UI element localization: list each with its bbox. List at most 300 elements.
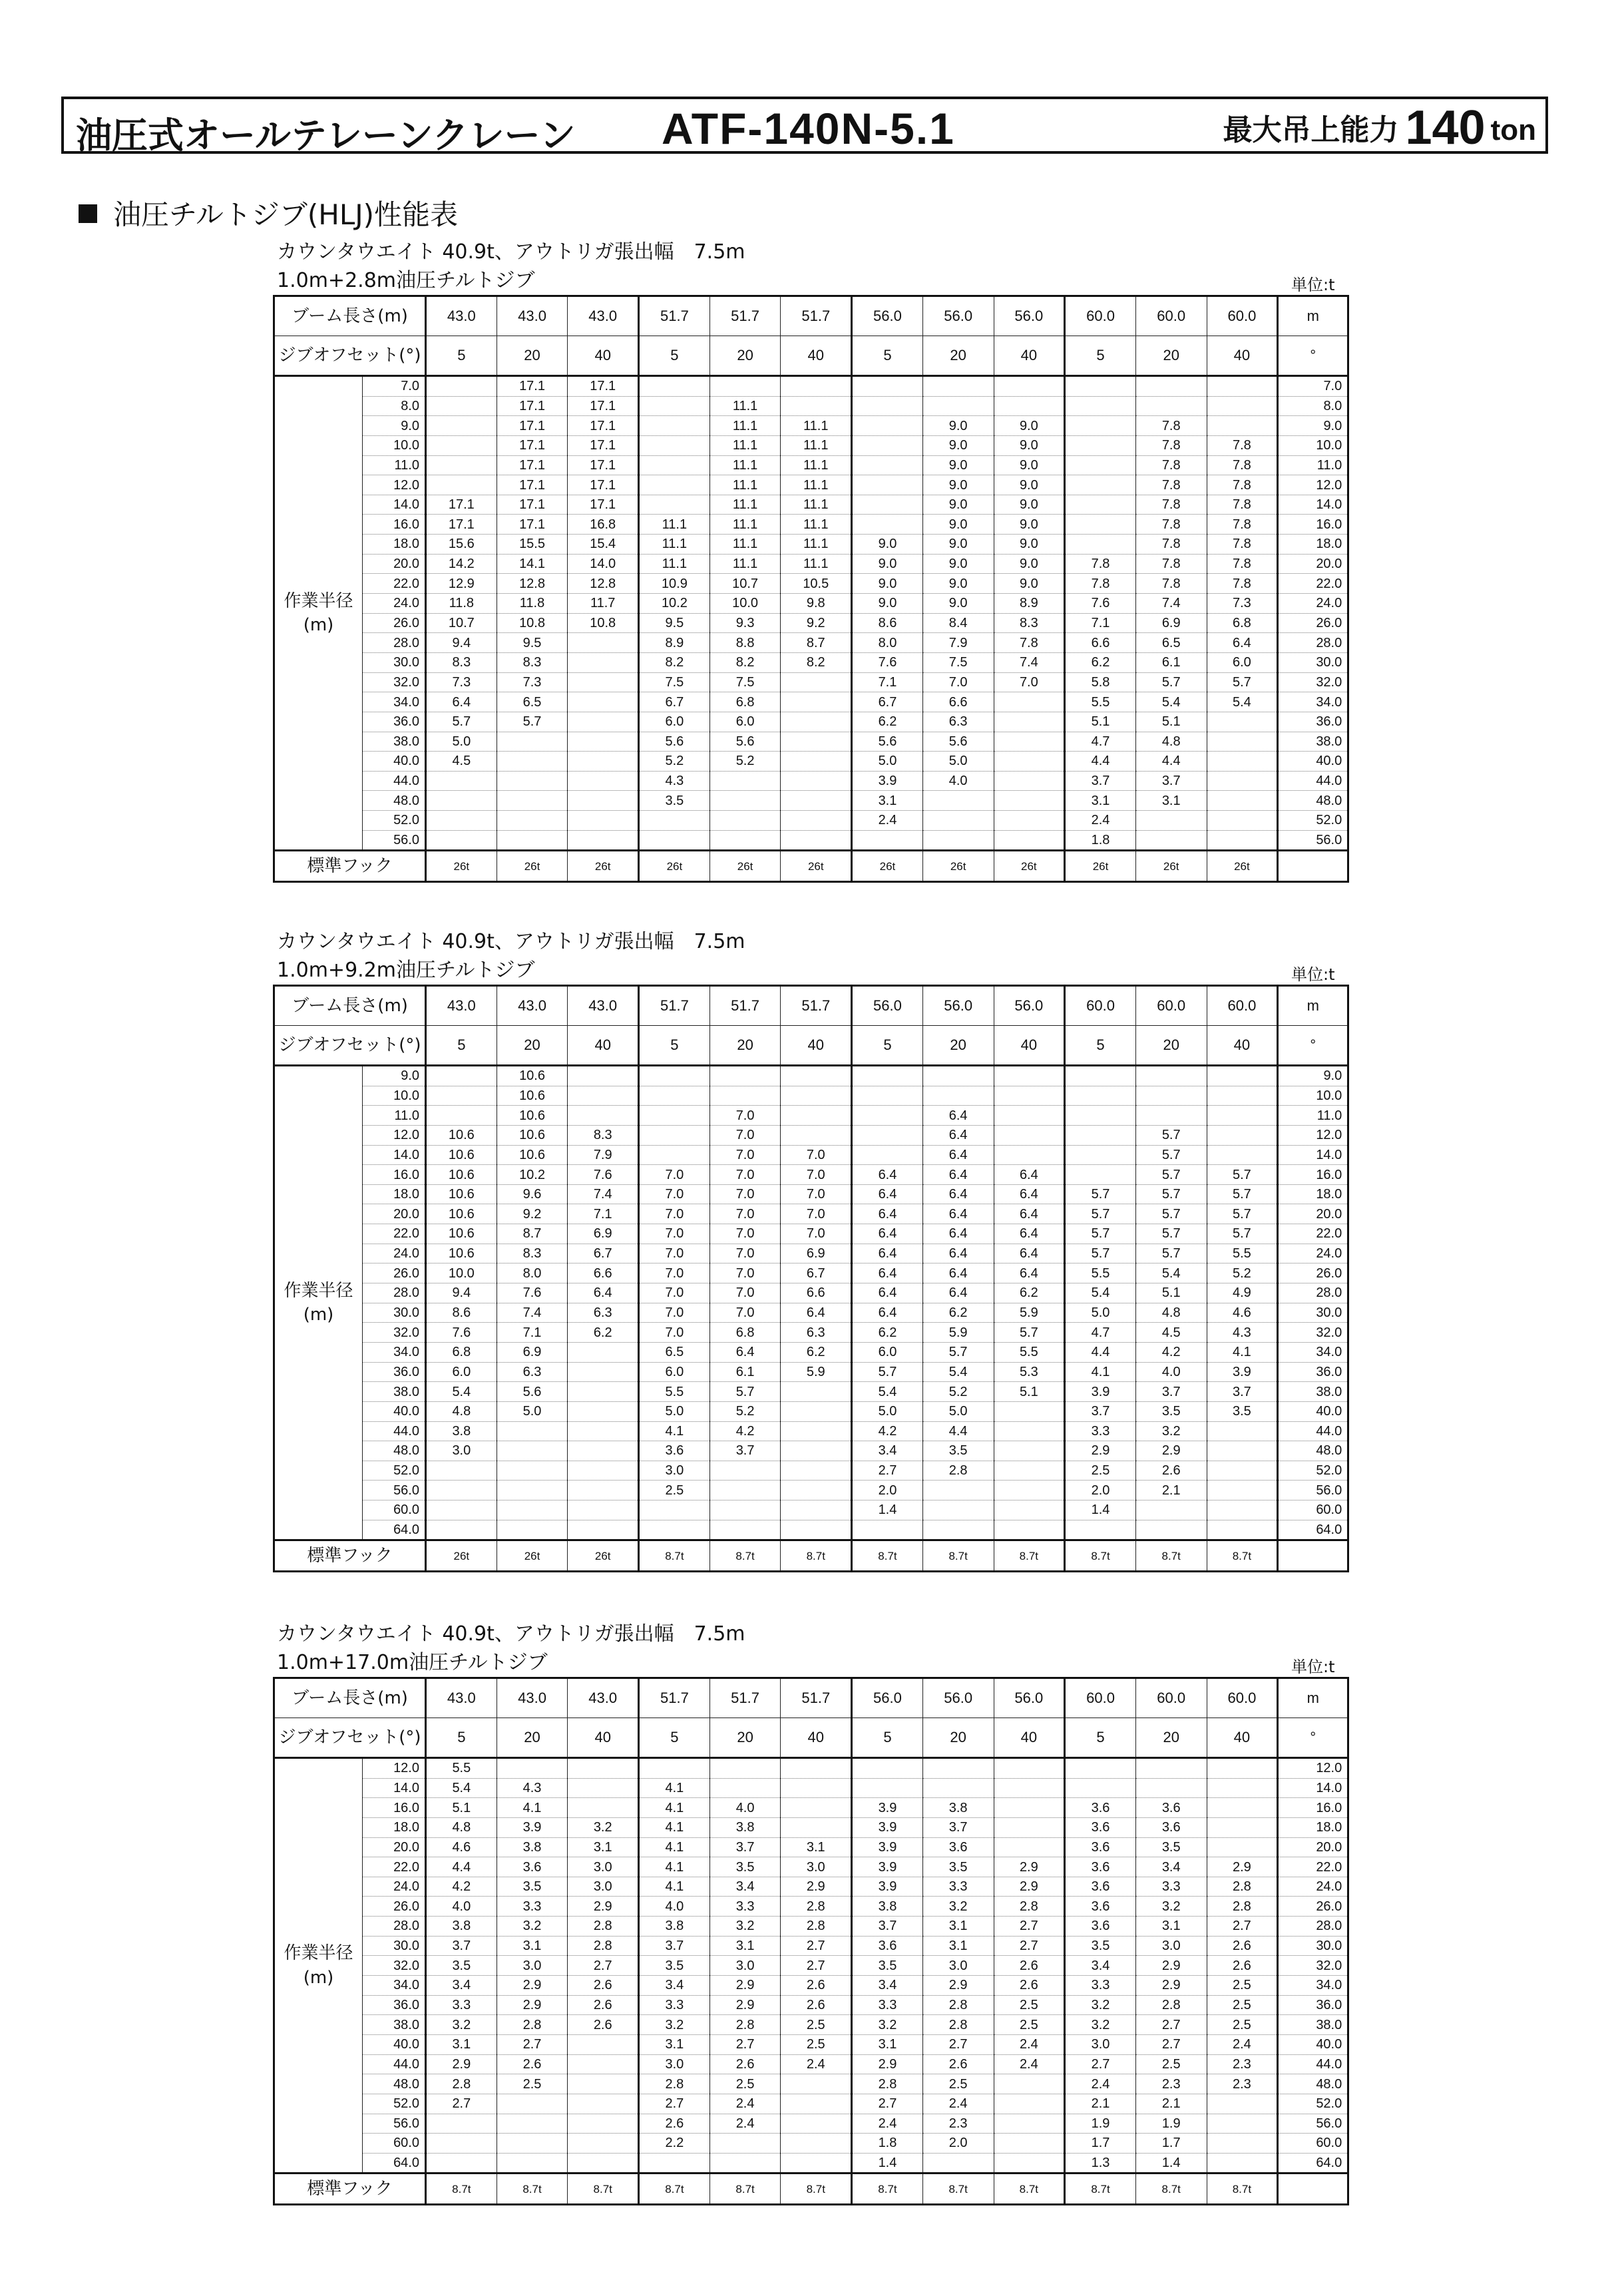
capacity-cell [1207,830,1278,851]
capacity-cell [568,2134,639,2154]
capacity-cell: 4.0 [639,1897,710,1917]
capacity-cell: 2.4 [709,2114,781,2134]
capacity-cell: 3.0 [922,1956,994,1976]
table-row [274,1481,1348,1500]
jib-offset-value: 20 [709,1718,781,1758]
hook-value: 8.7t [922,2174,994,2205]
capacity-cell: 3.8 [426,1917,497,1937]
unit-label: 単位:t [1291,965,1335,984]
capacity-cell: 7.0 [709,1263,781,1283]
capacity-cell: 10.7 [709,574,781,594]
capacity-cell: 8.4 [922,613,994,633]
capacity-cell [497,1520,568,1540]
radius-value-right: 28.0 [1278,1917,1348,1937]
capacity-cell [426,2153,497,2174]
capacity-cell [1207,1441,1278,1461]
capacity-cell: 10.9 [639,574,710,594]
capacity-cell: 3.3 [639,1995,710,2015]
capacity-cell [426,811,497,831]
capacity-cell: 2.7 [709,2034,781,2054]
hook-value: 26t [426,1540,497,1572]
capacity-cell: 8.3 [994,613,1065,633]
table-row [274,1165,1348,1185]
capacity-cell: 5.7 [1207,1165,1278,1185]
capacity-cell [922,811,994,831]
capacity-cell [781,1520,852,1540]
capacity-cell: 4.2 [426,1877,497,1897]
capacity-cell: 6.4 [852,1224,923,1244]
hook-row [274,2174,1348,2205]
capacity-cell: 9.2 [781,613,852,633]
capacity-cell: 5.7 [1135,1165,1207,1185]
capacity-cell: 3.7 [709,1441,781,1461]
capacity-cell: 7.5 [639,672,710,692]
capacity-cell: 5.9 [994,1303,1065,1323]
capacity-cell: 2.5 [1207,1976,1278,1996]
capacity-cell: 5.2 [709,1401,781,1421]
capacity-cell [852,830,923,851]
capacity-cell [781,1086,852,1106]
hook-value: 26t [639,851,710,882]
capacity-cell: 5.6 [497,1382,568,1402]
capacity-cell [1065,1520,1136,1540]
capacity-cell: 6.4 [994,1244,1065,1263]
capacity-cell: 2.7 [852,2094,923,2114]
radius-value-right: 36.0 [1278,1995,1348,2015]
capacity-cell: 5.5 [426,1758,497,1779]
capacity-cell [852,455,923,475]
capacity-cell: 3.0 [639,1461,710,1481]
capacity-cell [781,830,852,851]
hook-value: 26t [1207,851,1278,882]
radius-value: 24.0 [363,594,426,614]
table-row [274,712,1348,732]
capacity-cell [781,1401,852,1421]
boom-length-value: 60.0 [1207,986,1278,1026]
radius-value: 38.0 [363,1382,426,1402]
capacity-cell: 12.8 [497,574,568,594]
boom-length-value: 43.0 [426,1678,497,1718]
capacity-cell: 6.0 [709,712,781,732]
capacity-cell [568,1758,639,1779]
capacity-cell [709,1500,781,1520]
capacity-cell [852,1145,923,1165]
hook-value: 8.7t [1065,2174,1136,2205]
capacity-cell: 6.7 [852,692,923,712]
capacity-cell [994,2134,1065,2154]
hook-value: 8.7t [639,1540,710,1572]
table-row [274,435,1348,455]
capacity-cell: 17.1 [568,435,639,455]
capacity-cell: 2.5 [1207,1995,1278,2015]
capacity-cell: 2.8 [497,2015,568,2035]
capacity-cell: 8.0 [852,633,923,653]
capacity-cell [922,1500,994,1520]
radius-value-right: 16.0 [1278,1798,1348,1818]
capacity-cell: 11.1 [709,554,781,574]
capacity-cell [568,2094,639,2114]
capacity-cell [994,396,1065,416]
jib-offset-value: 5 [852,1718,923,1758]
jib-offset-value: 20 [497,336,568,376]
capacity-cell: 5.1 [1135,1283,1207,1303]
capacity-cell: 2.7 [994,1917,1065,1937]
capacity-cell: 3.6 [1065,1798,1136,1818]
boom-length-value: 51.7 [639,1678,710,1718]
capacity-label: 最大吊上能力 [1223,113,1399,147]
capacity-cell: 5.4 [1135,1263,1207,1283]
capacity-cell: 6.4 [922,1263,994,1283]
radius-value: 11.0 [363,455,426,475]
capacity-cell [1207,1421,1278,1441]
table-row [274,1382,1348,1402]
capacity-cell: 7.0 [709,1204,781,1224]
capacity-cell: 7.0 [781,1224,852,1244]
capacity-cell [639,1086,710,1106]
capacity-cell: 4.5 [426,752,497,772]
radius-value: 30.0 [363,652,426,672]
offset-unit: ° [1278,1026,1348,1066]
capacity-cell: 7.1 [852,672,923,692]
capacity-cell: 7.0 [639,1283,710,1303]
capacity-cell: 6.3 [568,1303,639,1323]
capacity-cell [426,2114,497,2134]
capacity-cell: 2.9 [426,2054,497,2074]
capacity-cell [426,771,497,791]
capacity-cell: 3.0 [1135,1936,1207,1956]
capacity-cell: 8.9 [639,633,710,653]
capacity-cell [1207,1481,1278,1500]
radius-value: 20.0 [363,554,426,574]
hook-label: 標準フック [274,1540,426,1572]
capacity-cell: 2.6 [994,1956,1065,1976]
radius-value-right: 12.0 [1278,1125,1348,1145]
radius-value: 38.0 [363,732,426,752]
capacity-cell: 17.1 [568,455,639,475]
capacity-cell: 2.5 [639,1481,710,1500]
capacity-cell: 11.1 [781,495,852,515]
boom-length-label: ブーム長さ(m) [274,986,426,1026]
boom-length-label: ブーム長さ(m) [274,1678,426,1718]
table-row [274,791,1348,811]
capacity-cell: 7.0 [639,1184,710,1204]
capacity-cell: 5.7 [497,712,568,732]
capacity-cell: 11.1 [709,396,781,416]
capacity-cell: 9.0 [994,554,1065,574]
capacity-cell [1135,830,1207,851]
capacity-cell [994,1066,1065,1086]
capacity-cell: 2.7 [497,2034,568,2054]
capacity-cell: 4.3 [1207,1323,1278,1343]
capacity-cell: 11.1 [709,495,781,515]
radius-label-line1: 作業半径 [284,590,353,611]
capacity-cell: 3.6 [922,1837,994,1857]
capacity-cell: 3.2 [497,1917,568,1937]
capacity-cell: 10.5 [781,574,852,594]
capacity-cell: 3.7 [1065,1401,1136,1421]
performance-table [273,1677,1349,2205]
radius-value-right: 38.0 [1278,1382,1348,1402]
capacity-cell: 11.1 [781,535,852,555]
hook-value: 8.7t [781,2174,852,2205]
radius-label [274,1758,363,2174]
capacity-cell: 3.7 [426,1936,497,1956]
capacity-cell [568,1086,639,1106]
capacity-cell: 7.1 [1065,613,1136,633]
jib-offset-label: ジブオフセット(°) [274,336,426,376]
capacity-cell: 1.8 [852,2134,923,2154]
capacity-cell: 10.6 [497,1106,568,1126]
capacity-cell [426,455,497,475]
capacity-cell [781,2153,852,2174]
capacity-cell: 17.1 [497,396,568,416]
capacity-cell: 3.7 [852,1917,923,1937]
capacity-cell: 5.5 [1065,1263,1136,1283]
capacity-cell: 5.7 [1135,1204,1207,1224]
radius-value-right: 60.0 [1278,2134,1348,2154]
capacity-cell: 3.9 [852,771,923,791]
capacity-cell: 7.8 [1135,535,1207,555]
capacity-cell: 7.3 [426,672,497,692]
radius-value-right: 30.0 [1278,652,1348,672]
capacity-cell [639,376,710,397]
table-row [274,1758,1348,1779]
capacity-cell: 2.9 [922,1976,994,1996]
capacity-cell [781,771,852,791]
capacity-cell: 7.9 [922,633,994,653]
capacity-cell: 3.8 [497,1837,568,1857]
table-row [274,1184,1348,1204]
capacity-cell [852,1758,923,1779]
capacity-cell [994,1086,1065,1106]
jib-offset-value: 40 [781,336,852,376]
capacity-cell [426,435,497,455]
capacity-cell [781,1421,852,1441]
square-bullet-icon [79,204,97,223]
performance-table [273,295,1349,883]
capacity-cell [709,1520,781,1540]
radius-value: 30.0 [363,1303,426,1323]
capacity-cell [639,416,710,436]
radius-label-line1: 作業半径 [284,1280,353,1301]
capacity-cell: 10.6 [426,1125,497,1145]
radius-value-right: 22.0 [1278,1224,1348,1244]
boom-unit: m [1278,1678,1348,1718]
capacity-cell: 5.2 [922,1382,994,1402]
capacity-cell: 4.4 [1065,1342,1136,1362]
capacity-cell: 1.4 [1135,2153,1207,2174]
capacity-cell: 9.6 [497,1184,568,1204]
capacity-cell [994,2153,1065,2174]
capacity-cell: 6.4 [1207,633,1278,653]
capacity-cell [568,1798,639,1818]
capacity-cell: 9.0 [922,515,994,535]
capacity-cell [709,1758,781,1779]
capacity-cell: 15.5 [497,535,568,555]
jib-offset-row [274,1718,1348,1758]
hook-value: 8.7t [1065,1540,1136,1572]
capacity-cell: 7.4 [568,1184,639,1204]
radius-value: 16.0 [363,1798,426,1818]
capacity-cell [1065,1778,1136,1798]
capacity-cell: 2.7 [852,1461,923,1481]
capacity-cell: 3.5 [1135,1401,1207,1421]
capacity-cell: 5.6 [709,732,781,752]
capacity-cell: 7.0 [639,1204,710,1224]
radius-value: 34.0 [363,1976,426,1996]
capacity-cell [852,376,923,397]
capacity-cell: 6.4 [426,692,497,712]
radius-value: 32.0 [363,1956,426,1976]
capacity-cell: 5.4 [1135,692,1207,712]
capacity-cell: 9.3 [709,613,781,633]
capacity-cell: 8.9 [994,594,1065,614]
capacity-cell [1065,416,1136,436]
capacity-cell [497,1441,568,1461]
capacity-cell [568,633,639,653]
capacity-cell: 2.5 [994,2015,1065,2035]
boom-length-value: 51.7 [709,296,781,336]
jib-offset-value: 5 [852,336,923,376]
radius-value-right: 28.0 [1278,1283,1348,1303]
hook-value: 8.7t [1135,2174,1207,2205]
boom-length-value: 51.7 [639,296,710,336]
capacity-cell [922,1758,994,1779]
table-row [274,1877,1348,1897]
capacity-cell [709,1461,781,1481]
capacity-cell: 17.1 [497,455,568,475]
capacity-cell [497,732,568,752]
jib-offset-value: 20 [922,1718,994,1758]
capacity-cell: 3.2 [1135,1897,1207,1917]
capacity-cell [1207,1520,1278,1540]
capacity-cell: 4.0 [922,771,994,791]
capacity-cell: 9.0 [852,554,923,574]
capacity-cell: 3.3 [922,1877,994,1897]
hook-blank [1278,1540,1348,1572]
radius-value: 22.0 [363,1857,426,1877]
capacity-cell: 3.7 [709,1837,781,1857]
capacity-cell: 5.1 [1135,712,1207,732]
capacity-cell: 11.1 [781,554,852,574]
capacity-cell [994,2114,1065,2134]
capacity-cell [922,1520,994,1540]
capacity-cell: 5.4 [1207,692,1278,712]
capacity-cell: 6.0 [639,1362,710,1382]
capacity-cell: 2.9 [1135,1976,1207,1996]
capacity-cell: 9.0 [922,495,994,515]
capacity-cell: 10.0 [426,1263,497,1283]
capacity-cell: 10.6 [497,1145,568,1165]
capacity-cell: 3.5 [426,1956,497,1976]
capacity-cell: 6.4 [852,1263,923,1283]
hook-value: 8.7t [426,2174,497,2205]
capacity-cell [1207,396,1278,416]
capacity-cell: 8.7 [781,633,852,653]
capacity-cell: 2.4 [1207,2034,1278,2054]
capacity-cell [1065,535,1136,555]
capacity-cell: 2.9 [852,2054,923,2074]
capacity-cell: 6.3 [781,1323,852,1343]
radius-value-right: 14.0 [1278,1778,1348,1798]
capacity-cell: 5.9 [781,1362,852,1382]
capacity-cell [994,1481,1065,1500]
capacity-cell: 8.3 [497,1244,568,1263]
capacity-cell: 3.6 [1065,1917,1136,1937]
capacity-cell: 3.4 [709,1877,781,1897]
capacity-cell: 5.4 [852,1382,923,1402]
capacity-cell [639,830,710,851]
capacity-cell: 3.2 [1065,2015,1136,2035]
capacity-cell [639,396,710,416]
boom-length-value: 56.0 [852,296,923,336]
capacity-cell [568,712,639,732]
capacity-cell: 5.7 [426,712,497,732]
capacity-cell: 3.8 [922,1798,994,1818]
capacity-cell: 2.0 [922,2134,994,2154]
table-row [274,633,1348,653]
radius-value: 7.0 [363,376,426,397]
capacity-cell: 5.2 [709,752,781,772]
capacity-cell: 9.0 [922,594,994,614]
table-row [274,1995,1348,2015]
capacity-cell: 6.4 [781,1303,852,1323]
jib-offset-value: 5 [1065,336,1136,376]
capacity-cell: 2.5 [1065,1461,1136,1481]
capacity-cell: 7.8 [1135,416,1207,436]
capacity-cell [568,752,639,772]
radius-value: 14.0 [363,495,426,515]
table-row [274,554,1348,574]
radius-value-right: 38.0 [1278,732,1348,752]
radius-value-right: 10.0 [1278,1086,1348,1106]
table-row [274,1936,1348,1956]
capacity-cell: 6.4 [709,1342,781,1362]
radius-value-right: 38.0 [1278,2015,1348,2035]
capacity-cell [709,1778,781,1798]
capacity-cell: 6.4 [922,1204,994,1224]
table-row [274,1145,1348,1165]
boom-length-value: 60.0 [1065,1678,1136,1718]
hook-value: 26t [497,1540,568,1572]
capacity-cell: 6.9 [568,1224,639,1244]
capacity-cell: 7.0 [709,1145,781,1165]
capacity-cell [639,475,710,495]
capacity-cell: 4.5 [1135,1323,1207,1343]
capacity-cell: 7.8 [1207,455,1278,475]
condition-text: カウンタウエイト 40.9t、アウトリガ張出幅 7.5m [277,1622,745,1646]
table-row [274,515,1348,535]
radius-value-right: 12.0 [1278,475,1348,495]
capacity-cell: 6.2 [852,712,923,732]
radius-value: 48.0 [363,1441,426,1461]
capacity-cell: 6.4 [994,1224,1065,1244]
capacity-cell [994,752,1065,772]
boom-unit: m [1278,986,1348,1026]
capacity-cell: 6.5 [1135,633,1207,653]
table-row [274,1837,1348,1857]
table-row [274,652,1348,672]
radius-value-right: 32.0 [1278,1956,1348,1976]
capacity-cell: 3.7 [1065,771,1136,791]
capacity-cell [922,791,994,811]
radius-value: 18.0 [363,1184,426,1204]
capacity-cell: 4.8 [1135,732,1207,752]
capacity-cell: 6.4 [994,1184,1065,1204]
capacity-cell: 5.8 [1065,672,1136,692]
table-row [274,1401,1348,1421]
capacity-cell [568,2034,639,2054]
